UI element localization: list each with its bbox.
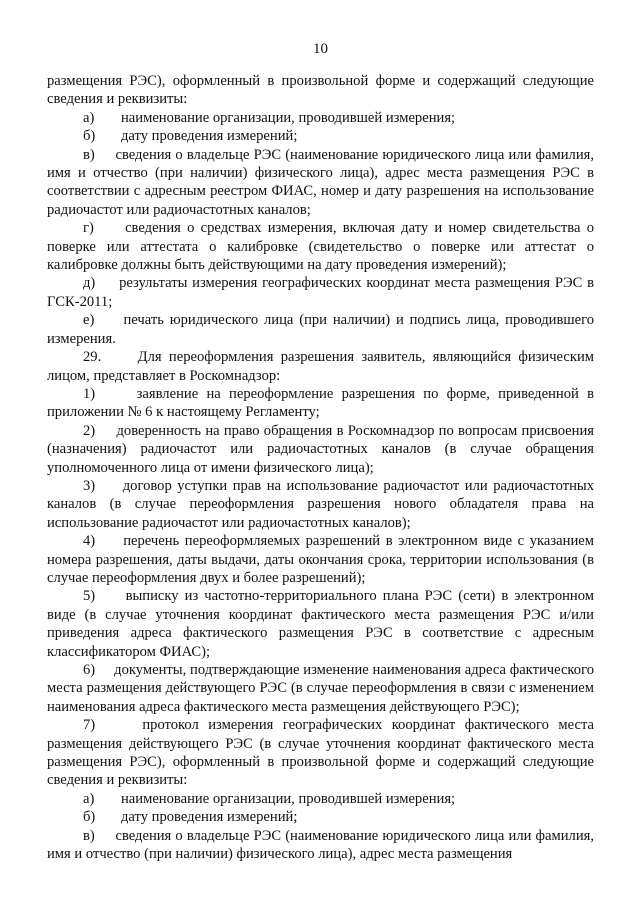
numbered-paragraph: [47, 716, 594, 790]
list-item-text: наименование организации, проводившей измерения;: [121, 109, 456, 126]
paragraph-marker: 3): [83, 477, 96, 494]
list-item: [47, 127, 594, 145]
list-item: [47, 808, 594, 826]
paragraph-text: сведения о владельце РЭС (наименование юридического лица или фамилия, имя и отчество (при наличии) физического лица), адрес места размещения: [47, 827, 594, 863]
numbered-paragraph: [47, 827, 594, 864]
paragraph-marker: 6): [83, 662, 96, 678]
page-number: 10: [313, 41, 328, 57]
numbered-paragraph: [47, 274, 594, 311]
list-item-marker: б): [83, 809, 96, 826]
paragraph-text: договор уступки прав на использование радиочастот или радиочастотных каналов (в случае переоформления разрешения нового обладателя права на использование радиочастот или радиочастотных каналов);: [47, 477, 595, 531]
numbered-paragraph: [47, 146, 594, 220]
paragraph-marker: 5): [83, 588, 96, 605]
paragraph-text: печать юридического лица (при наличии) и подпись лица, проводившего измерения.: [47, 312, 594, 347]
paragraph-marker: г): [83, 220, 94, 237]
paragraph-text: заявление на переоформление разрешения по форме, приведенной в приложении № 6 к настоящему Регламенту;: [47, 385, 594, 421]
list-item-text: дату проведения измерений;: [121, 128, 298, 145]
numbered-paragraph: [47, 385, 594, 422]
paragraph-text: результаты измерения географических координат места размещения РЭС в ГСК-2011;: [47, 275, 594, 310]
paragraph-marker: в): [83, 827, 95, 844]
document-body: [47, 72, 594, 863]
paragraph-marker: 7): [83, 717, 96, 734]
paragraph-marker: 4): [83, 533, 96, 550]
paragraph-marker: 2): [83, 422, 96, 439]
numbered-paragraph: [47, 477, 594, 532]
numbered-paragraph: [47, 219, 594, 274]
paragraph-marker: д): [83, 275, 96, 292]
paragraph-text: Для переоформления разрешения заявитель, являющийся физическим лицом, представляет в Роскомнадзор:: [47, 349, 594, 384]
numbered-paragraph: [47, 532, 594, 587]
paragraph-text: документы, подтверждающие изменение наименования адреса фактического места размещения действующего РЭС (в случае переоформления в связи с изменением наименования адреса фактического места размещения действующего РЭС);: [47, 662, 594, 715]
paragraph-text: протокол измерения географических координат фактического места размещения действующего РЭС (в случае уточнения координат фактического места размещения РЭС), оформленный в произвольной форме и содержащий следующие сведения и реквизиты:: [47, 717, 594, 789]
paragraph-text: сведения о средствах измерения, включая дату и номер свидетельства о поверке или аттестата о калибровке (свидетельство о поверке или аттестат о калибровке должны быть действующими на дату проведения измерений);: [47, 220, 594, 274]
paragraph-marker: е): [83, 312, 95, 329]
paragraph-text: выписку из частотно-территориального плана РЭС (сети) в электронном виде (в случае уточнения координат фактического места размещения РЭС и/или приведения адреса фактического размещения РЭС в соответствие с адресным классификатором ФИАС);: [47, 588, 594, 660]
continued-paragraph: [47, 72, 594, 109]
numbered-paragraph: [47, 587, 594, 661]
list-item: [47, 109, 594, 127]
list-item-marker: а): [83, 790, 95, 807]
paragraph-marker: в): [83, 146, 95, 163]
paragraph-marker: 1): [83, 385, 96, 402]
list-item-marker: б): [83, 128, 96, 145]
numbered-paragraph: [47, 661, 594, 716]
paragraph-text: размещения РЭС), оформленный в произвольной форме и содержащий следующие сведения и реквизиты:: [47, 73, 594, 108]
paragraph-text: доверенность на право обращения в Роскомнадзор по вопросам присвоения (назначения) радиочастот или радиочастотных каналов (в случае обращения уполномоченного лица от имени физического лица);: [47, 422, 594, 476]
list-item: [47, 790, 594, 808]
numbered-paragraph: [47, 422, 594, 477]
list-item-text: дату проведения измерений;: [121, 809, 298, 826]
paragraph-text: сведения о владельце РЭС (наименование юридического лица или фамилия, имя и отчество (при наличии) физического лица), адрес места размещения РЭС в соответствии с адресным реестром ФИАС, номер и дату разрешения на использование радиочастот или радиочастотных каналов;: [47, 146, 594, 218]
paragraph-marker: 29.: [83, 349, 102, 366]
list-item-marker: а): [83, 109, 95, 126]
numbered-paragraph: [47, 311, 594, 348]
paragraph-text: перечень переоформляемых разрешений в электронном виде с указанием номера разрешения, даты выдачи, даты окончания срока, территории использования (в случае переоформления двух и более разрешений);: [47, 533, 594, 586]
numbered-paragraph: [47, 348, 594, 385]
list-item-text: наименование организации, проводившей измерения;: [121, 790, 456, 807]
